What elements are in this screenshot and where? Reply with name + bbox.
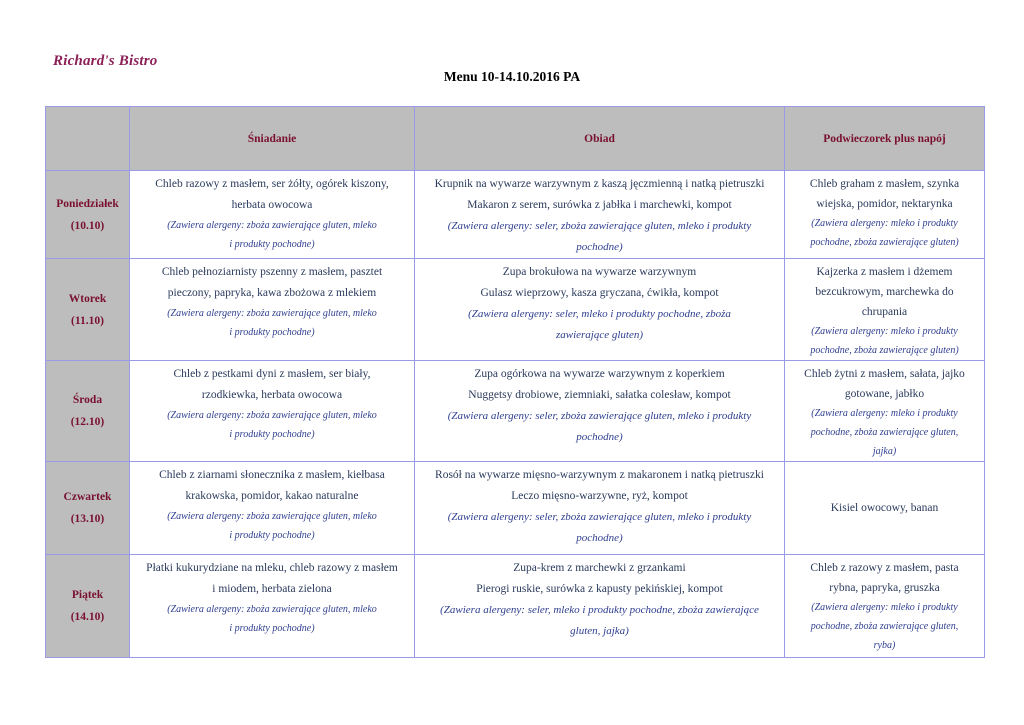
snack-dish-line: Kisiel owocowy, banan [830,502,939,514]
lunch-dish-line: Zupa brokułowa na wywarze warzywnym [502,266,697,278]
snack-cell [785,555,985,658]
breakfast-allergen-note: i produkty pochodne) [229,623,315,634]
snack-allergen-note: (Zawiera alergeny: mleko i produkty [811,326,958,337]
breakfast-allergen-note: i produkty pochodne) [229,327,315,338]
lunch-cell [415,462,785,555]
day-date: (13.10) [70,513,105,525]
snack-allergen-note: pochodne, zboża zawierające gluten, [810,621,959,632]
breakfast-dish-line: Chleb z ziarnami słonecznika z masłem, kiełbasa [159,469,385,481]
breakfast-dish-line: krakowska, pomidor, kakao naturalne [185,490,359,502]
lunch-allergen-note: pochodne) [576,431,623,443]
snack-dish-line: Kajzerka z masłem i dżemem [816,266,953,278]
lunch-allergen-note: (Zawiera alergeny: seler, zboża zawierające gluten, mleko i produkty [447,410,752,422]
lunch-dish-line: Nuggetsy drobiowe, ziemniaki, sałatka colesław, kompot [468,389,731,401]
breakfast-dish-line: Chleb z pestkami dyni z masłem, ser biały, [173,368,371,380]
breakfast-allergen-note: (Zawiera alergeny: zboża zawierające gluten, mleko [167,604,377,615]
day-date: (10.10) [70,219,105,232]
lunch-dish-line: Pierogi ruskie, surówka z kapusty pekińskiej, kompot [476,583,723,595]
header-lunch: Obiad [415,107,785,171]
breakfast-cell [130,555,415,658]
snack-cell [785,171,985,259]
breakfast-allergen-note: i produkty pochodne) [229,530,315,541]
breakfast-dish-line: rzodkiewka, herbata owocowa [201,389,343,401]
menu-row-wednesday [46,361,985,462]
breakfast-allergen-note: (Zawiera alergeny: zboża zawierające gluten, mleko [167,220,377,231]
snack-cell [785,361,985,462]
header-snack: Podwieczorek plus napój [785,107,985,171]
header-corner [46,107,130,171]
snack-allergen-note: (Zawiera alergeny: mleko i produkty [811,218,958,229]
day-cell [46,555,130,658]
snack-allergen-note: pochodne, zboża zawierające gluten) [810,237,959,248]
lunch-allergen-note: (Zawiera alergeny: seler, zboża zawierające gluten, mleko i produkty [447,511,752,523]
breakfast-dish-line: pieczony, papryka, kawa zbożowa z mlekiem [167,287,377,299]
snack-allergen-note: jajka) [872,446,897,457]
lunch-allergen-note: (Zawiera alergeny: seler, zboża zawierające gluten, mleko i produkty [447,220,752,232]
day-cell [46,259,130,361]
menu-body [46,171,985,658]
day-name: Piątek [71,589,104,601]
header-breakfast: Śniadanie [130,107,415,171]
lunch-dish-line: Zupa ogórkowa na wywarze warzywnym z koperkiem [474,368,725,380]
lunch-allergen-note: (Zawiera alergeny: seler, mleko i produkty pochodne, zboża [468,308,731,320]
day-name: Czwartek [63,491,112,503]
snack-dish-line: Chleb żytni z masłem, sałata, jajko [804,368,965,380]
lunch-allergen-note: (Zawiera alergeny: seler, mleko i produkty pochodne, zboża zawierające [440,604,759,616]
snack-cell [785,462,985,555]
snack-dish-line: Chleb graham z masłem, szynka [809,178,960,190]
day-cell [46,171,130,259]
brand-logo: Richard's Bistro [53,53,158,69]
lunch-allergen-note: pochodne) [576,241,623,253]
lunch-allergen-note: zawierające gluten) [555,329,644,341]
day-date: (12.10) [70,416,105,428]
breakfast-cell [130,462,415,555]
day-date: (11.10) [71,314,104,327]
menu-row-monday [46,171,985,259]
menu-row-thursday [46,462,985,555]
lunch-dish-line: Krupnik na wywarze warzywnym z kaszą jęczmienną i natką pietruszki [434,178,765,190]
breakfast-dish-line: i miodem, herbata zielona [212,583,332,595]
snack-allergen-note: (Zawiera alergeny: mleko i produkty [811,408,958,419]
snack-allergen-note: pochodne, zboża zawierające gluten) [810,345,959,356]
breakfast-allergen-note: (Zawiera alergeny: zboża zawierające gluten, mleko [167,410,377,421]
menu-row-friday [46,555,985,658]
snack-allergen-note: (Zawiera alergeny: mleko i produkty [811,602,958,613]
breakfast-cell [130,361,415,462]
breakfast-cell [130,171,415,259]
breakfast-allergen-note: i produkty pochodne) [229,429,315,440]
breakfast-cell [130,259,415,361]
day-name: Wtorek [68,292,107,305]
breakfast-dish-line: Płatki kukurydziane na mleku, chleb razowy z masłem [146,562,398,574]
lunch-cell [415,259,785,361]
menu-title: Menu 10-14.10.2016 PA [443,69,581,84]
lunch-allergen-note: pochodne) [576,532,623,544]
day-name: Poniedziałek [56,197,119,210]
snack-cell [785,259,985,361]
lunch-cell [415,555,785,658]
breakfast-allergen-note: (Zawiera alergeny: zboża zawierające gluten, mleko [167,511,377,522]
lunch-allergen-note: gluten, jajka) [570,625,629,637]
menu-table [45,106,985,658]
menu-row-tuesday [46,259,985,361]
breakfast-allergen-note: (Zawiera alergeny: zboża zawierające gluten, mleko [167,308,377,319]
lunch-dish-line: Zupa-krem z marchewki z grzankami [513,562,686,574]
snack-dish-line: Chleb z razowy z masłem, pasta [810,562,959,574]
day-cell [46,361,130,462]
snack-allergen-note: ryba) [873,640,896,651]
snack-dish-line: gotowane, jabłko [844,388,925,400]
breakfast-dish-line: Chleb razowy z masłem, ser żółty, ogórek kiszony, [155,178,389,190]
snack-dish-line: wiejska, pomidor, nektarynka [816,198,953,210]
snack-dish-line: rybna, papryka, gruszka [829,582,940,594]
day-name: Środa [72,394,103,406]
lunch-dish-line: Makaron z serem, surówka z jabłka i marchewki, kompot [467,199,732,211]
day-date: (14.10) [70,611,105,623]
snack-dish-line: bezcukrowym, marchewka do [815,286,954,298]
lunch-dish-line: Rosół na wywarze mięsno-warzywnym z makaronem i natką pietruszki [435,469,764,481]
breakfast-dish-line: Chleb pełnoziarnisty pszenny z masłem, pasztet [161,266,383,278]
lunch-dish-line: Leczo mięsno-warzywne, ryż, kompot [511,490,688,502]
lunch-cell [415,171,785,259]
lunch-cell [415,361,785,462]
breakfast-dish-line: herbata owocowa [231,199,313,211]
day-cell [46,462,130,555]
snack-dish-line: chrupania [861,306,908,318]
snack-allergen-note: pochodne, zboża zawierające gluten, [810,427,959,438]
lunch-dish-line: Gulasz wieprzowy, kasza gryczana, ćwikła, kompot [480,287,719,299]
breakfast-allergen-note: i produkty pochodne) [229,239,315,250]
menu-header-row [46,107,985,171]
